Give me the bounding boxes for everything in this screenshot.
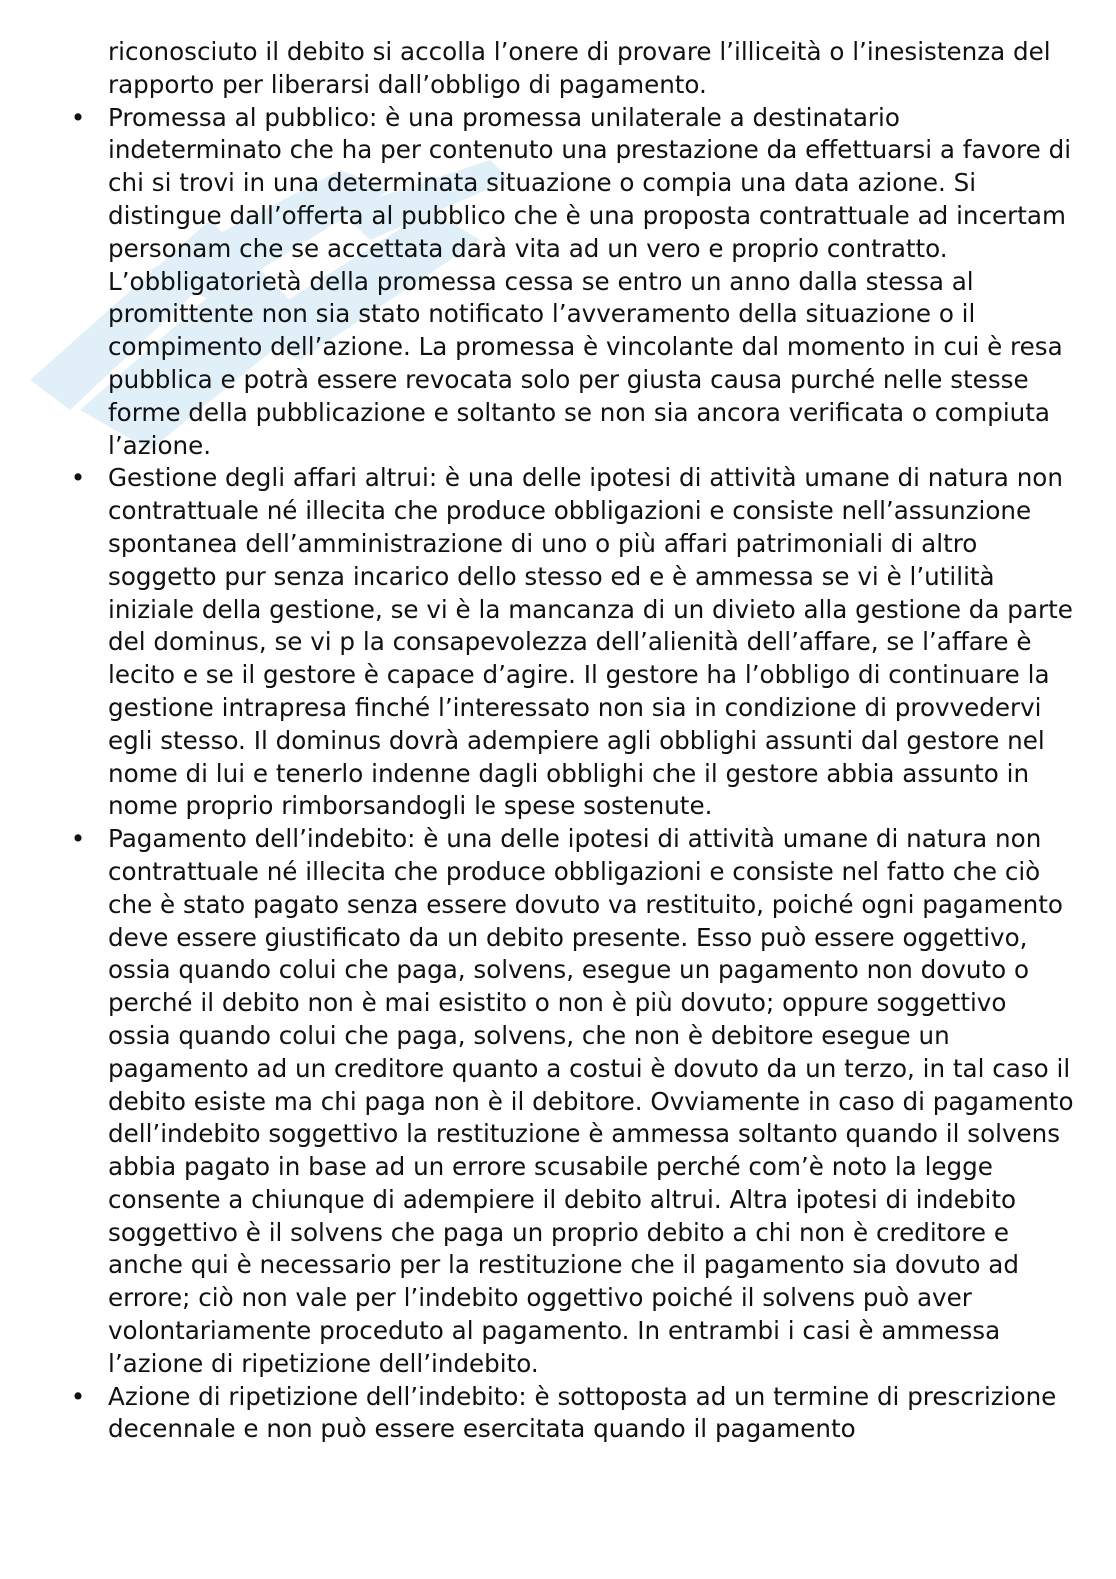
list-item <box>70 1381 1076 1447</box>
list-item-text: Azione di ripetizione dell’indebito: è sottoposta ad un termine di prescrizione decennale e non può essere esercitata quando il pagamento <box>108 1381 1057 1444</box>
bullet-icon: • <box>70 463 86 493</box>
list-item <box>70 102 1076 463</box>
list-item-text: Promessa al pubblico: è una promessa unilaterale a destinatario indeterminato che ha per contenuto una prestazione da effettuarsi a favore di chi si trovi in una determinata situazione o compia una data azione. Si distingue dall’offerta al pubblico che è una proposta contrattuale ad incertam personam che se accettata darà vita ad un vero e proprio contratto. L’obbligatorietà della promessa cessa se entro un anno dalla stessa al promittente non sia stato notificato l’avveramento della situazione o il compimento dell’azione. La promessa è vincolante dal momento in cui è resa pubblica e potrà essere revocata solo per giusta causa purché nelle stesse forme della pubblicazione e soltanto se non sia ancora verificata o compiuta l’azione. <box>108 102 1072 460</box>
list-item-text: Gestione degli affari altrui: è una delle ipotesi di attività umane di natura non contrattuale né illecita che produce obbligazioni e consiste nell’assunzione spontanea dell’amministrazione di uno o più affari patrimoniali di altro soggetto pur senza incarico dello stesso ed e è ammessa se vi è l’utilità iniziale della gestione, se vi è la mancanza di un divieto alla gestione da parte del dominus, se vi p la consapevolezza dell’alienità dell’affare, se l’affare è lecito e se il gestore è capace d’agire. Il gestore ha l’obbligo di continuare la gestione intrapresa finché l’interessato non sia in condizione di provvedervi egli stesso. Il dominus dovrà adempiere agli obblighi assunti dal gestore nel nome di lui e tenerlo indenne dagli obblighi che il gestore abbia assunto in nome proprio rimborsandogli le spese sostenute. <box>108 463 1073 821</box>
list-item-text: Pagamento dell’indebito: è una delle ipotesi di attività umane di natura non contrattuale né illecita che produce obbligazioni e consiste nel fatto che ciò che è stato pagato senza essere dovuto va restituito, poiché ogni pagamento deve essere giustificato da un debito presente. Esso può essere oggettivo, ossia quando colui che paga, solvens, esegue un pagamento non dovuto o perché il debito non è mai esistito o non è più dovuto; oppure soggettivo ossia quando colui che paga, solvens, che non è debitore esegue un pagamento ad un creditore quanto a costui è dovuto da un terzo, in tal caso il debito esiste ma chi paga non è il debitore. Ovviamente in caso di pagamento dell’indebito soggettivo la restituzione è ammessa soltanto quando il solvens abbia pagato in base ad un errore scusabile perché com’è noto la legge consente a chiunque di adempiere il debito altrui. Altra ipotesi di indebito soggettivo è il solvens che paga un proprio debito a chi non è creditore e anche qui è necessario per la restituzione che il pagamento sia dovuto ad errore; ciò non vale per l’indebito oggettivo poiché il solvens può aver volontariamente proceduto al pagamento. In entrambi i casi è ammessa l’azione di ripetizione dell’indebito. <box>108 824 1074 1378</box>
bullet-list <box>0 102 1116 1447</box>
document-body <box>0 36 1116 1446</box>
continuation-paragraph: riconosciuto il debito si accolla l’onere di provare l’illiceità o l’inesistenza del rapporto per liberarsi dall’obbligo di pagamento. <box>108 37 1051 99</box>
bullet-icon: • <box>70 102 86 132</box>
bullet-icon: • <box>70 1381 86 1411</box>
list-item <box>70 462 1076 823</box>
list-item <box>70 823 1076 1381</box>
bullet-icon: • <box>70 824 86 854</box>
